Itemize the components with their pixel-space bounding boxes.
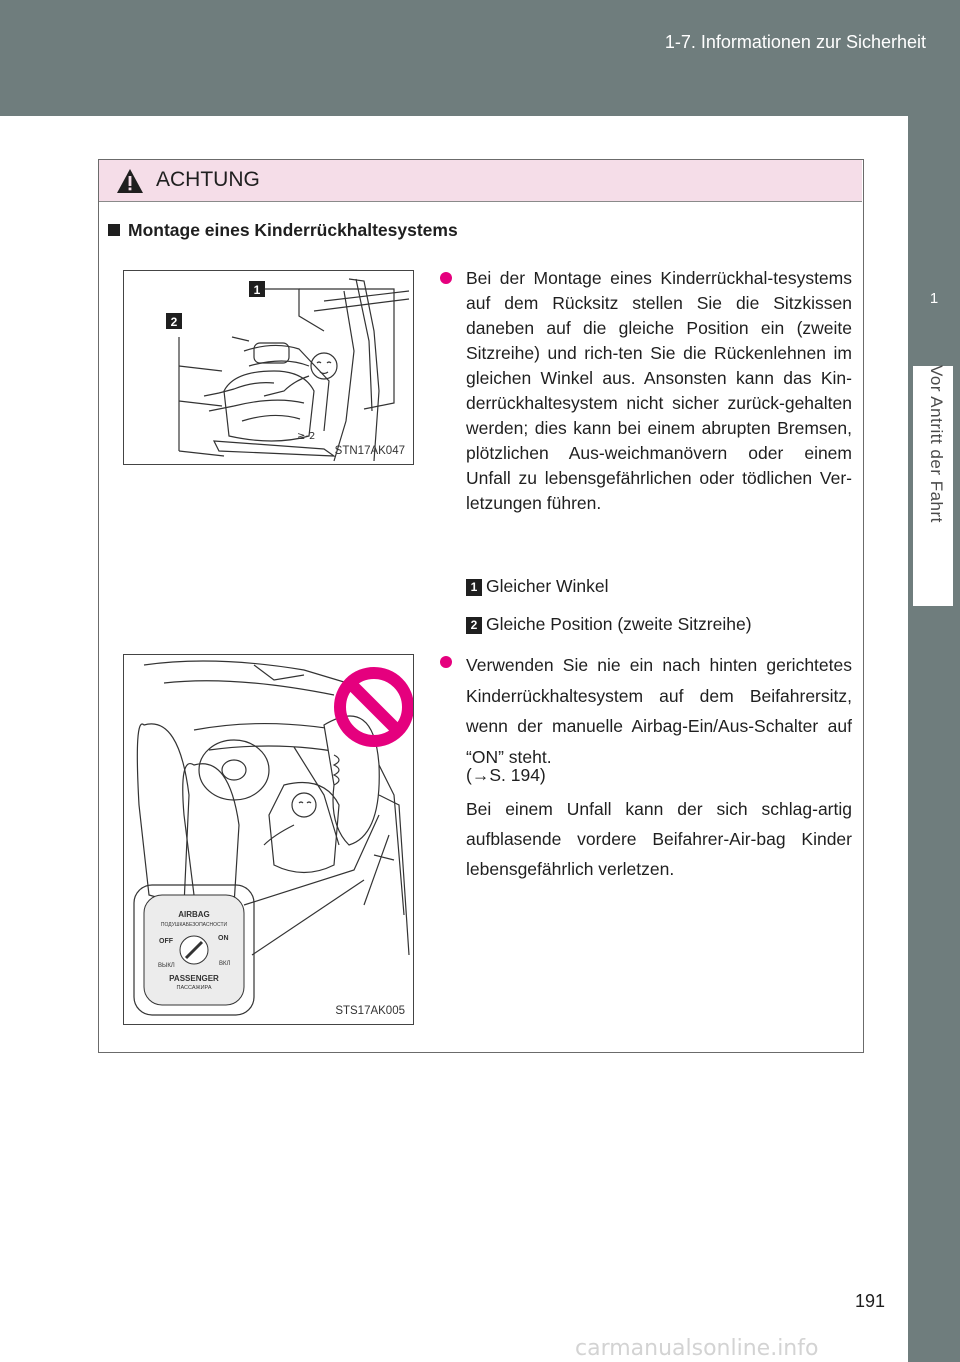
chapter-number: 1 — [929, 290, 939, 307]
child-seat-illustration — [124, 271, 413, 464]
paragraph-2 — [440, 650, 852, 772]
paragraph-3: Bei einem Unfall kann der sich schlag-artig aufblasende vordere Beifahrer-Air-bag Kinder lebensgefährlich verletzen. — [466, 799, 852, 879]
legend-number-2: 2 — [466, 617, 482, 634]
airbag-illustration — [124, 655, 413, 1024]
page-header — [0, 0, 960, 116]
figure1-code: STN17AK047 — [334, 445, 405, 457]
figure-airbag-warning — [123, 654, 414, 1025]
section-heading-text: Montage eines Kinderrückhaltesystems — [128, 220, 458, 240]
section-heading — [108, 220, 458, 241]
legend-text-2: Gleiche Position (zweite Sitzreihe) — [486, 614, 752, 634]
switch-label-passenger: PASSENGER — [169, 974, 219, 983]
watermark: carmanualsonline.info — [575, 1336, 819, 1361]
square-bullet-icon — [108, 224, 120, 236]
switch-label-off-ru: ВЫКЛ — [158, 963, 175, 969]
figure2-code: STS17AK005 — [335, 1005, 405, 1017]
page-number: 191 — [855, 1291, 886, 1311]
switch-label-off: OFF — [159, 938, 173, 945]
bullet-icon — [440, 656, 452, 668]
paragraph-1-text: Bei der Montage eines Kinderrückhal-tesystems auf dem Rücksitz stellen Sie die Sitzkissen daneben auf die gleiche Position ein (zweite Sitzreihe) und rich-ten Sie die Rückenlehnen im gleichen Winkel aus. Ansonsten kann das Kin-derrückhaltesystem nicht sicher zurück-gehalten werden; dies kann bei einem abrupten Bremsen, plötzlichen Aus-weichmanövern oder einem Unfall zu lebensgefährlichen oder tödlichen Ver-letzungen führen. — [466, 268, 852, 513]
section-title: 1-7. Informationen zur Sicherheit — [664, 32, 926, 52]
legend-item-1 — [466, 576, 609, 597]
switch-label-airbag: AIRBAG — [178, 910, 210, 919]
warning-header — [99, 160, 862, 202]
paragraph-1 — [440, 266, 852, 516]
legend-number-1: 1 — [466, 579, 482, 596]
switch-label-on: ON — [218, 935, 229, 942]
switch-label-airbag-ru: ПОДУШКАБЕЗОПАСНОСТИ — [160, 922, 228, 928]
legend-item-2 — [466, 614, 752, 635]
callout-2: 2 — [170, 315, 178, 329]
figure-child-seat-rear — [123, 270, 414, 465]
svg-text:≥-2: ≥-2 — [297, 431, 316, 442]
legend-text-1: Gleicher Winkel — [486, 576, 609, 596]
paragraph-2-text: Verwenden Sie nie ein nach hinten gerichtetes Kinderrückhaltesystem auf dem Beifahrersitz, wenn der manuelle Airbag-Ein/Aus-Schalter auf “ON” steht. — [466, 655, 852, 767]
callout-1: 1 — [253, 283, 261, 297]
switch-label-passenger-ru: ПАССАЖИРА — [176, 985, 212, 991]
switch-label-on-ru: ВКЛ — [219, 961, 231, 967]
bullet-icon — [440, 272, 452, 284]
chapter-label: Vor Antritt der Fahrt — [927, 365, 946, 523]
warning-title: ACHTUNG — [156, 168, 260, 191]
warning-triangle-icon — [116, 168, 144, 194]
page-reference-link[interactable]: (→S. 194) — [466, 765, 546, 785]
